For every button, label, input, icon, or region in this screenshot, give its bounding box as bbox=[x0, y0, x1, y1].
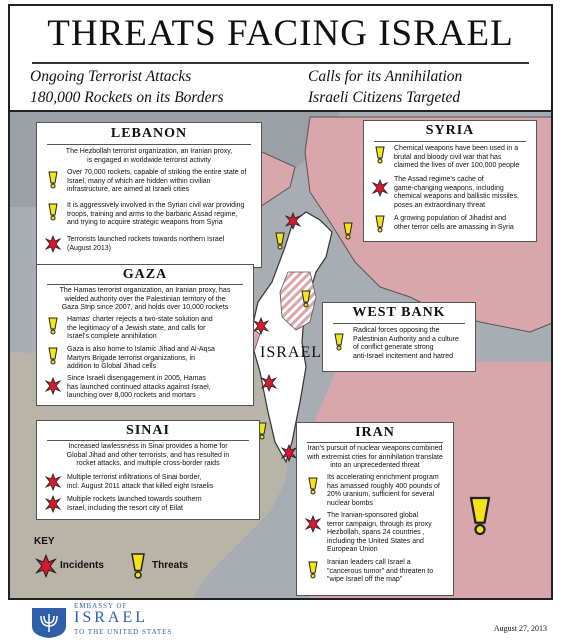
footer bbox=[8, 600, 553, 641]
subtitle-left-1: Ongoing Terrorist Attacks bbox=[30, 68, 192, 85]
iran-item: The Iranian-sponsored global terror campaign, through its proxy Hezbollah, spans 24 countries , including the United States and European Union bbox=[327, 512, 432, 553]
lebanon-intro: The Hezbollah terrorist organization, an Iranian proxy, is engaged in worldwide terrorist activity bbox=[65, 148, 233, 164]
map-key bbox=[34, 536, 194, 592]
sinai-title: SINAI bbox=[126, 423, 170, 438]
gaza-item: Hamas' charter rejects a two-state solution and the legitimacy of a Jewish state, and calls for Israel's complete annihilation bbox=[67, 316, 213, 340]
threat-icon bbox=[305, 561, 321, 579]
embassy-line-2: ISRAEL bbox=[74, 609, 148, 626]
embassy-line-3: TO THE UNITED STATES bbox=[74, 628, 173, 636]
incident-icon bbox=[45, 377, 61, 395]
west-bank-divider bbox=[333, 323, 465, 324]
lebanon-title: LEBANON bbox=[110, 126, 188, 141]
incident-icon bbox=[45, 235, 61, 253]
iran-divider bbox=[307, 442, 443, 443]
map-threat-marker-large bbox=[462, 492, 498, 540]
gaza-item: Since Israeli disengagement in 2005, Hamas has launched continued attacks against Israel, launching over 8,000 rockets and mortars bbox=[67, 375, 211, 399]
incident-icon bbox=[305, 515, 321, 533]
menorah-emblem-icon bbox=[30, 604, 68, 638]
israel-label: ISRAEL bbox=[260, 344, 322, 361]
gaza-item: Gaza is also home to Islamic Jihad and Al-Aqsa Martyrs Brigade terrorist organizations, in addition to Global Jihad cells bbox=[67, 346, 215, 370]
syria-title: SYRIA bbox=[425, 123, 475, 138]
incident-icon bbox=[45, 495, 61, 513]
gaza-intro: The Hamas terrorist organization, an Iranian proxy, has wielded authority over the Palestinian territory of the Gaza Strip since 2007, and holds over 10,000 rockets bbox=[59, 287, 231, 311]
map-threat-marker bbox=[298, 290, 314, 308]
lebanon-panel bbox=[36, 122, 262, 268]
key-threats-label: Threats bbox=[152, 560, 189, 571]
syria-divider bbox=[374, 141, 526, 142]
syria-item: A growing population of Jihadist and other terror cells are amassing in Syria bbox=[394, 215, 514, 231]
lebanon-item: It is aggressively involved in the Syrian civil war providing troops, training and arms to the barbaric Assad regime, and trying to acquire strategic weapons from Syria bbox=[67, 202, 245, 226]
threat-icon bbox=[45, 317, 61, 335]
subtitle-left-2: 180,000 Rockets on its Borders bbox=[30, 89, 224, 106]
iran-intro: Iran's pursuit of nuclear weapons combined with extremist cries for annihilation translate into an unprecedented threat bbox=[307, 445, 443, 469]
threat-icon bbox=[45, 347, 61, 365]
threat-icon bbox=[305, 477, 321, 495]
threat-icon bbox=[45, 171, 61, 189]
threat-icon bbox=[372, 215, 388, 233]
gaza-divider bbox=[47, 284, 243, 285]
sinai-panel bbox=[36, 420, 260, 520]
gaza-panel bbox=[36, 264, 254, 406]
gaza-title: GAZA bbox=[122, 267, 168, 282]
threat-icon bbox=[45, 203, 61, 221]
syria-item: The Assad regime's cache of game-changing weapons, including chemical weapons and ballistic missiles, poses an extraordinary threat bbox=[394, 176, 519, 209]
sinai-item: Multiple rockets launched towards southern Israel, including the resort city of Eilat bbox=[67, 496, 202, 512]
threat-icon bbox=[372, 146, 388, 164]
key-title: KEY bbox=[34, 536, 55, 547]
sinai-intro: Increased lawlessness in Sinai provides a home for Global Jihad and other terrorists, and has resulted in rocket attacks, and multiple cross-border raids bbox=[66, 443, 230, 467]
sinai-item: Multiple terrorist infiltrations of Sinai border, incl. August 2011 attack that killed eight Israelis bbox=[67, 474, 214, 490]
iran-title: IRAN bbox=[355, 425, 395, 440]
west-bank-item: Radical forces opposing the Palestinian Authority and a culture of conflict generate strong anti-Israel incitement and hatred bbox=[353, 327, 459, 360]
west-bank-panel bbox=[322, 302, 476, 372]
lebanon-item: Over 70,000 rockets, capable of striking the entire state of Israel, many of which are hidden within civilian infrastructure, are aimed at Israeli cities bbox=[67, 169, 247, 193]
lebanon-item: Terrorists launched rockets towards northern Israel (August 2013) bbox=[67, 236, 225, 252]
west-bank-title: WEST BANK bbox=[352, 305, 446, 320]
syria-item: Chemical weapons have been used in a brutal and bloody civil war that has claimed the lives of over 100,000 people bbox=[394, 145, 520, 169]
lebanon-divider bbox=[47, 144, 251, 145]
header bbox=[8, 4, 553, 112]
header-divider bbox=[32, 62, 529, 64]
threat-icon bbox=[331, 333, 347, 351]
threat-icon bbox=[126, 552, 150, 580]
subtitle-right-2: Israeli Citizens Targeted bbox=[308, 89, 461, 106]
map bbox=[8, 110, 553, 600]
subtitle-right-1: Calls for its Annihilation bbox=[308, 68, 463, 85]
sinai-divider bbox=[47, 440, 249, 441]
iran-panel bbox=[296, 422, 454, 596]
map-threat-marker bbox=[272, 232, 288, 250]
embassy-line-1: EMBASSY OF bbox=[74, 602, 128, 610]
map-incident-marker bbox=[260, 374, 278, 392]
key-incidents-label: Incidents bbox=[60, 560, 104, 571]
map-incident-marker bbox=[252, 317, 270, 335]
map-incident-marker bbox=[284, 212, 302, 230]
date-label: August 27, 2013 bbox=[493, 624, 547, 633]
map-threat-marker bbox=[340, 222, 356, 240]
incident-icon bbox=[34, 554, 58, 578]
iran-item: Its accelerating enrichment program has amassed roughly 400 pounds of 20% uranium, sufficient for several nuclear bombs bbox=[327, 474, 440, 507]
incident-icon bbox=[45, 473, 61, 491]
page-title: THREATS FACING ISRAEL bbox=[47, 13, 514, 54]
syria-panel bbox=[363, 120, 537, 242]
iran-item: Iranian leaders call Israel a "cancerous tumor" and threaten to "wipe Israel off the map" bbox=[327, 559, 434, 583]
incident-icon bbox=[372, 179, 388, 197]
